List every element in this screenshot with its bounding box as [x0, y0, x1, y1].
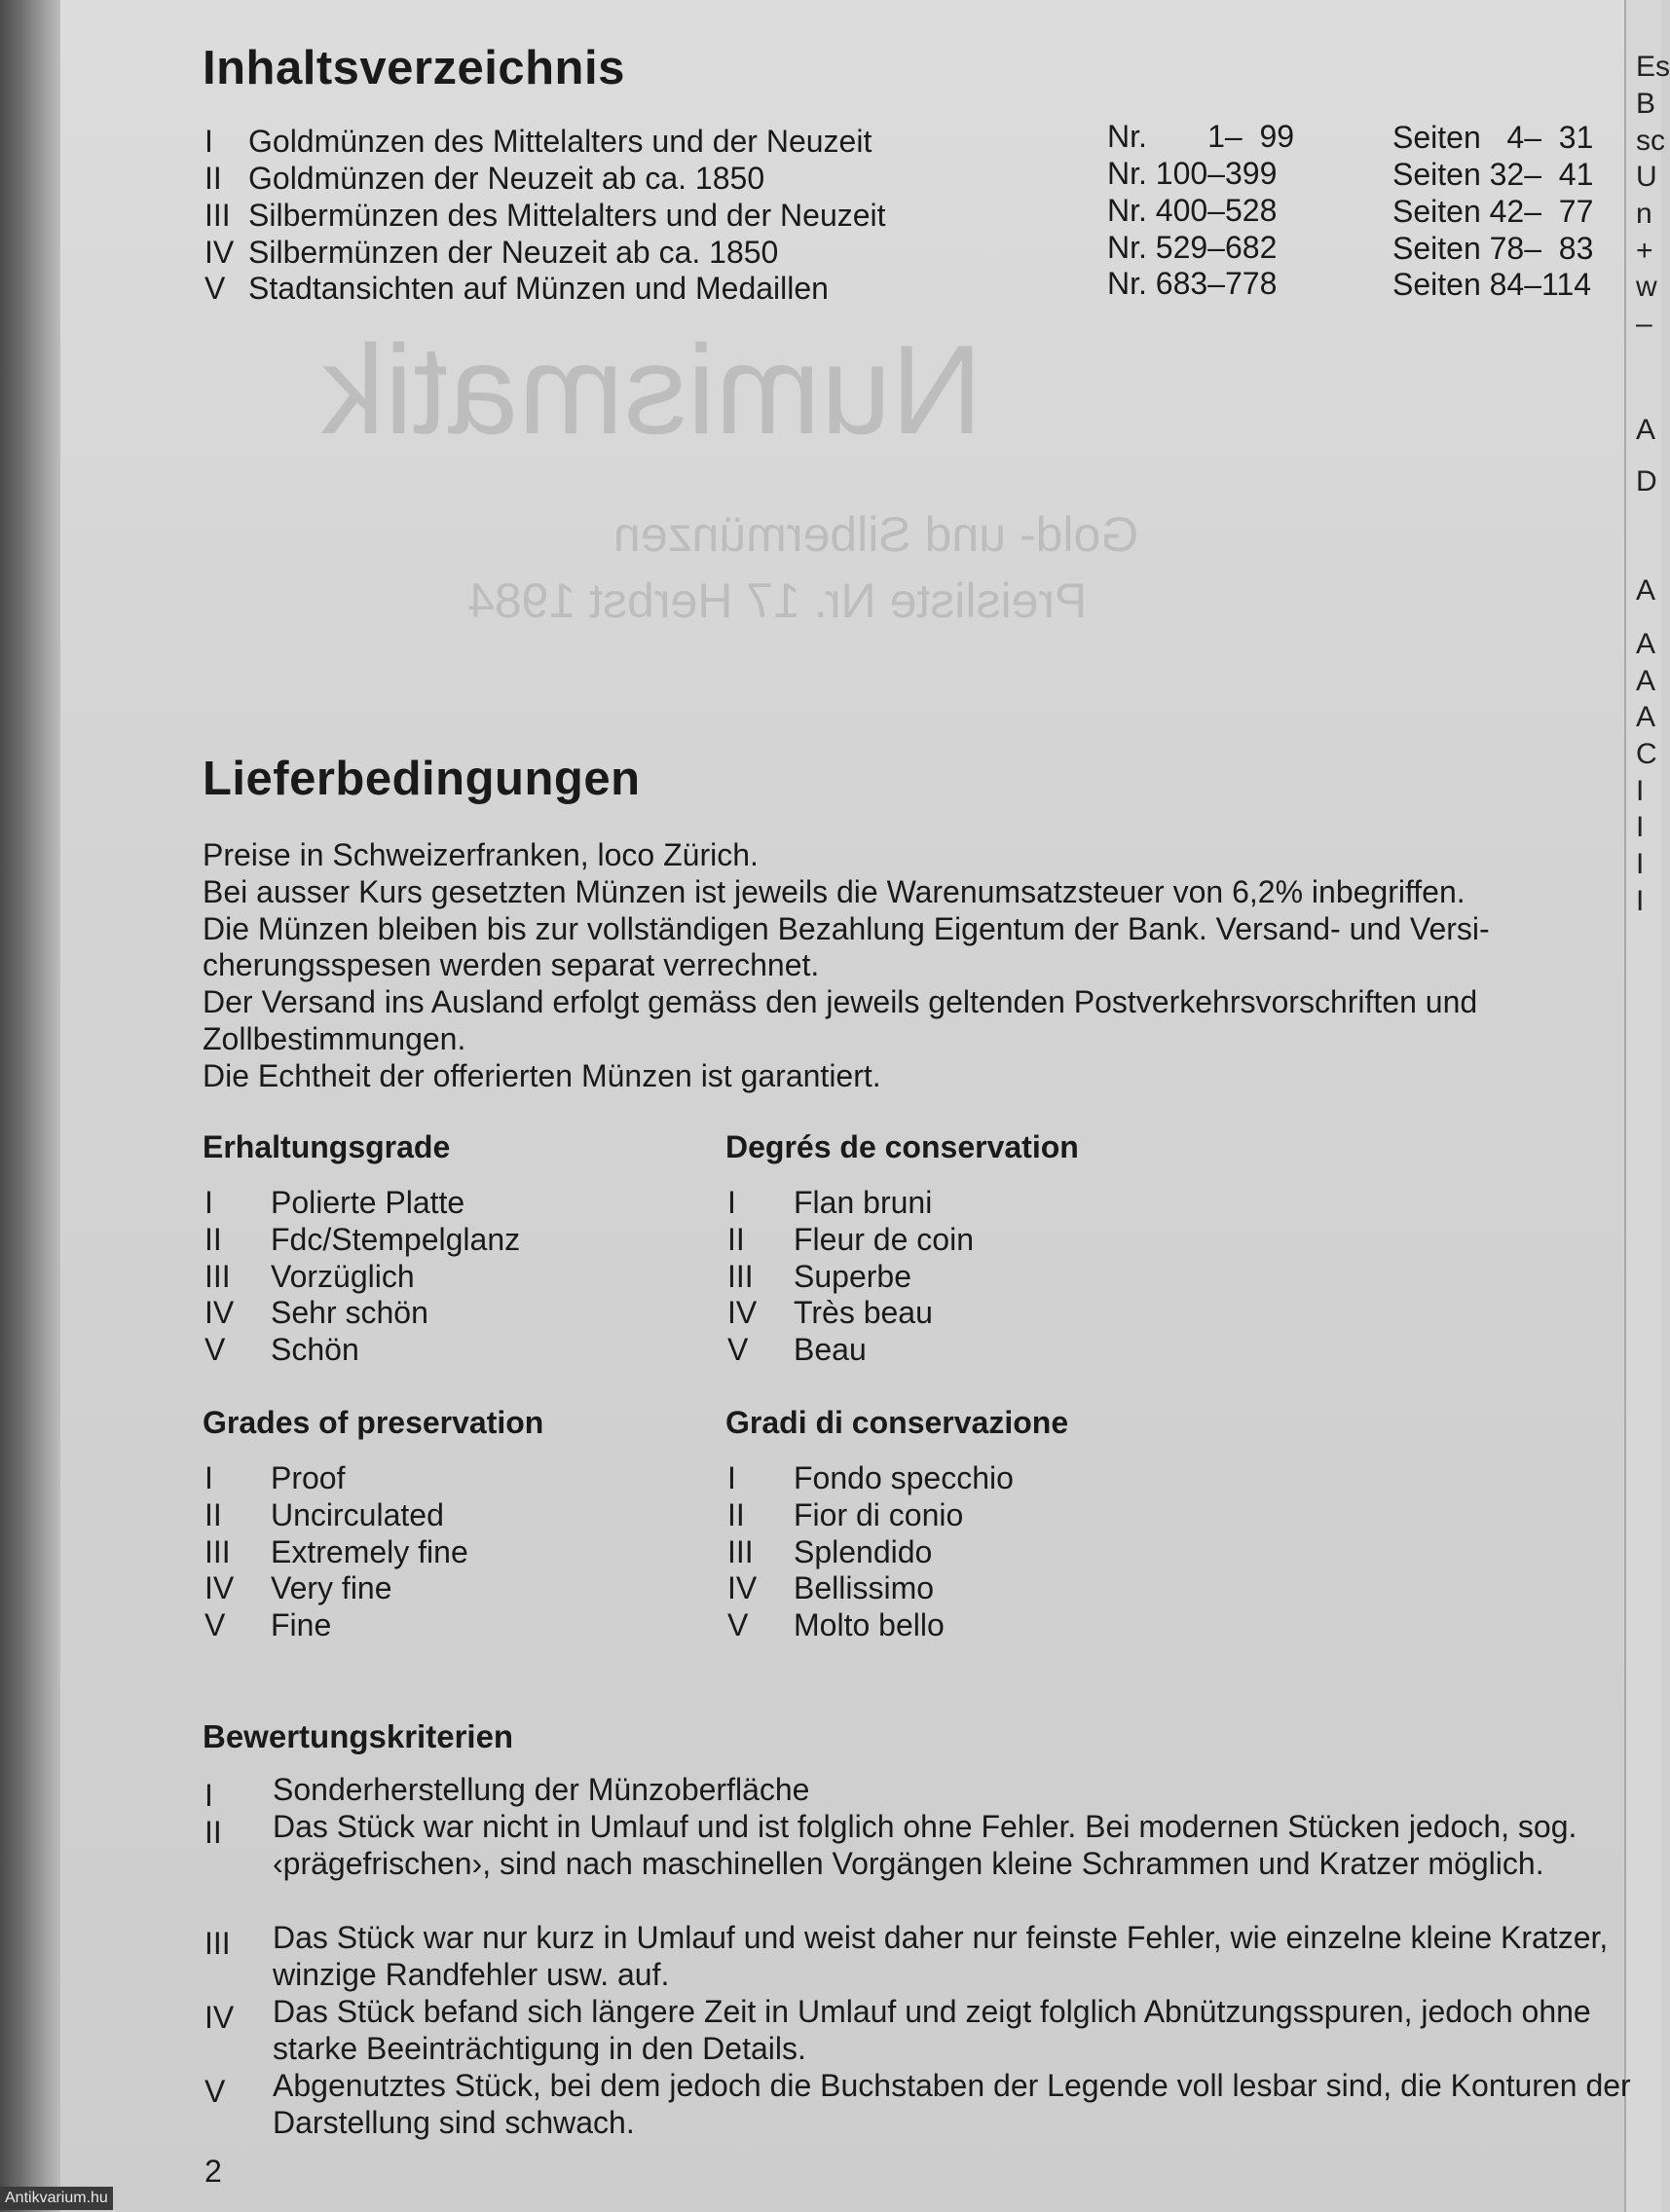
delivery-line: Die Münzen bleiben bis zur vollständigen Bezahlung Eigentum der Bank. Versand- und Versi- [203, 910, 1490, 946]
criteria-title: Bewertungskriterien [203, 1718, 514, 1754]
grade-roman: III [727, 1533, 754, 1569]
toc-label: Silbermünzen der Neuzeit ab ca. 1850 [248, 235, 779, 270]
criteria-roman: I [204, 1778, 213, 1813]
grade-roman: IV [204, 1295, 235, 1331]
criteria-text: Das Stück befand sich längere Zeit in Umlauf und zeigt folglich Abnützungsspuren, jedoch ohne starke Beeinträchtigung in den Details. [273, 1994, 1591, 2066]
adjacent-page-fragment: – [1636, 308, 1652, 340]
toc-roman: IV [204, 235, 235, 270]
adjacent-page-fragment: Es [1636, 51, 1670, 83]
grade-roman: II [204, 1496, 222, 1532]
adjacent-page-fragment: + [1636, 235, 1653, 267]
grade-roman: I [727, 1185, 736, 1220]
adjacent-page-fragment: I [1636, 811, 1645, 843]
criteria-roman: III [204, 1926, 231, 1961]
toc-number-range: Nr. 1– 99 [1107, 119, 1295, 154]
delivery-line: Preise in Schweizerfranken, loco Zürich. [203, 837, 759, 872]
delivery-title: Lieferbedingungen [203, 753, 641, 805]
adjacent-page-fragment: A [1636, 574, 1656, 607]
grade-label: Extremely fine [271, 1533, 468, 1569]
grade-roman: II [727, 1496, 745, 1532]
delivery-line: Der Versand ins Ausland erfolgt gemäss den jeweils geltenden Postverkehrsvorschriften und [203, 984, 1478, 1020]
adjacent-page-fragment: I [1636, 848, 1645, 880]
grades-heading: Grades of preservation [203, 1405, 544, 1440]
toc-label: Goldmünzen des Mittelalters und der Neuzeit [248, 124, 872, 159]
toc-roman: III [204, 198, 231, 233]
page-number: 2 [204, 2154, 222, 2189]
grade-roman: V [204, 1332, 226, 1368]
adjacent-page-fragment: I [1636, 885, 1645, 917]
toc-title: Inhaltsverzeichnis [203, 42, 625, 94]
toc-page-range: Seiten 42– 77 [1392, 194, 1594, 229]
grade-label: Very fine [271, 1570, 392, 1606]
book-spine [0, 0, 60, 2212]
criteria-text: Das Stück war nicht in Umlauf und ist folglich ohne Fehler. Bei modernen Stücken jedoch, sog. ‹prägefrischen›, sind nach maschinellen Vorgängen kleine Schrammen und Kratzer möglich. [273, 1809, 1577, 1881]
criteria-roman: II [204, 1815, 222, 1850]
grade-roman: III [204, 1258, 231, 1294]
watermark: Antikvarium.hu [0, 2187, 113, 2210]
toc-number-range: Nr. 400–528 [1107, 193, 1278, 228]
grade-label: Molto bello [794, 1607, 945, 1643]
grade-roman: II [204, 1221, 222, 1257]
toc-page-range: Seiten 4– 31 [1392, 120, 1594, 155]
grade-roman: III [204, 1533, 231, 1569]
grade-roman: I [204, 1460, 213, 1495]
toc-number-range: Nr. 100–399 [1107, 156, 1278, 191]
ghost-title: Numismatik [321, 318, 983, 461]
adjacent-page-fragment: w [1636, 271, 1657, 303]
grade-label: Bellissimo [794, 1570, 935, 1606]
grade-label: Polierte Platte [271, 1185, 465, 1220]
grade-roman: I [204, 1185, 213, 1220]
toc-roman: II [204, 161, 222, 196]
toc-page-range: Seiten 32– 41 [1392, 157, 1594, 192]
grade-label: Fondo specchio [794, 1460, 1014, 1495]
ghost-subtitle: Gold- und Silbermünzen [613, 507, 1139, 562]
grade-roman: IV [727, 1295, 758, 1331]
grade-label: Très beau [794, 1295, 933, 1331]
grade-roman: IV [204, 1570, 235, 1606]
criteria-roman: V [204, 2074, 226, 2109]
grade-label: Beau [794, 1332, 867, 1368]
toc-label: Stadtansichten auf Münzen und Medaillen [248, 271, 829, 306]
toc-label: Silbermünzen des Mittelalters und der Neuzeit [248, 198, 886, 233]
ghost-subtitle-2: Preisliste Nr. 17 Herbst 1984 [467, 573, 1088, 628]
delivery-line: Die Echtheit der offerierten Münzen ist garantiert. [203, 1057, 881, 1093]
criteria-text: Abgenutztes Stück, bei dem jedoch die Buchstaben der Legende voll lesbar sind, die Konturen der Darstellung sind schwach. [273, 2068, 1631, 2140]
grade-label: Fleur de coin [794, 1221, 974, 1257]
toc-roman: I [204, 124, 213, 159]
grade-roman: V [204, 1607, 226, 1643]
grade-roman: I [727, 1460, 736, 1495]
criteria-text: Das Stück war nur kurz in Umlauf und weist daher nur feinste Fehler, wie einzelne kleine Kratzer, winzige Randfehler usw. auf. [273, 1920, 1609, 1992]
grade-label: Vorzüglich [271, 1258, 415, 1294]
grade-label: Fior di conio [794, 1496, 964, 1532]
delivery-line: Zollbestimmungen. [203, 1021, 466, 1056]
grade-roman: V [727, 1332, 749, 1368]
delivery-line: cherungsspesen werden separat verrechnet. [203, 947, 820, 983]
grade-roman: II [727, 1221, 745, 1257]
grade-roman: III [727, 1258, 754, 1294]
adjacent-page-fragment: B [1636, 88, 1656, 120]
toc-label: Goldmünzen der Neuzeit ab ca. 1850 [248, 161, 765, 196]
adjacent-page-fragment: sc [1636, 125, 1665, 157]
grade-label: Uncirculated [271, 1496, 444, 1532]
criteria-roman: IV [204, 2000, 235, 2035]
grade-label: Flan bruni [794, 1185, 933, 1220]
grades-heading: Erhaltungsgrade [203, 1129, 451, 1164]
grade-label: Sehr schön [271, 1295, 428, 1331]
grade-roman: V [727, 1607, 749, 1643]
adjacent-page-fragment: C [1636, 738, 1657, 770]
grade-label: Fine [271, 1607, 332, 1643]
grade-label: Superbe [794, 1258, 911, 1294]
criteria-text: Sonderherstellung der Münzoberfläche [273, 1772, 810, 1807]
toc-roman: V [204, 271, 226, 306]
grade-label: Schön [271, 1332, 359, 1368]
adjacent-page-fragment: D [1636, 465, 1657, 498]
toc-page-range: Seiten 78– 83 [1392, 231, 1594, 266]
toc-number-range: Nr. 683–778 [1107, 266, 1278, 301]
adjacent-page-fragment: A [1636, 665, 1656, 697]
grade-roman: IV [727, 1570, 758, 1606]
grade-label: Proof [271, 1460, 346, 1495]
adjacent-page-fragment: I [1636, 775, 1645, 807]
adjacent-page-fragment: A [1636, 628, 1656, 660]
grade-label: Fdc/Stempelglanz [271, 1221, 521, 1257]
toc-page-range: Seiten 84–114 [1392, 267, 1592, 302]
toc-number-range: Nr. 529–682 [1107, 230, 1278, 265]
adjacent-page-fragment: n [1636, 198, 1652, 230]
grade-label: Splendido [794, 1533, 933, 1569]
grades-heading: Degrés de conservation [725, 1129, 1079, 1164]
adjacent-page-fragment: U [1636, 161, 1657, 193]
delivery-line: Bei ausser Kurs gesetzten Münzen ist jeweils die Warenumsatzsteuer von 6,2% inbegriffen. [203, 873, 1466, 909]
adjacent-page-fragment: A [1636, 414, 1656, 446]
adjacent-page-fragment: A [1636, 701, 1656, 733]
grades-heading: Gradi di conservazione [725, 1405, 1069, 1440]
